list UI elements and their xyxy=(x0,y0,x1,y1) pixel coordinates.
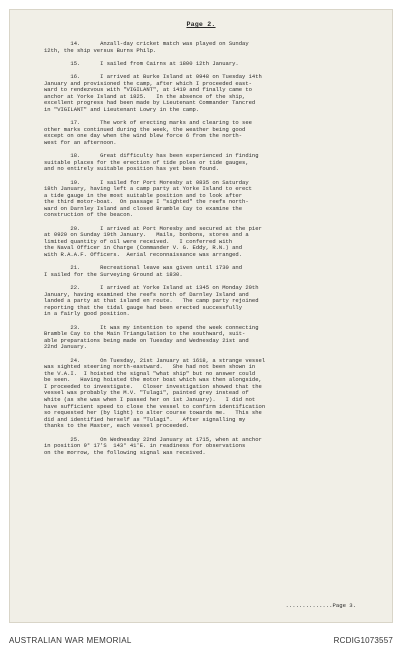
paragraph-line: 18th January, having left a camp party at Yorke Island to erect xyxy=(44,186,252,193)
paragraph-line: limited quantity of oil were received. I conferred with xyxy=(44,238,233,245)
paragraph-line: landed a party at that island en route. The camp party rejoined xyxy=(44,298,259,305)
paragraph-line: and no entirely suitable position has yet been found. xyxy=(44,166,219,173)
paragraph xyxy=(44,325,365,351)
paragraph-line: 19. I sailed for Port Moresby at 0835 on Saturday xyxy=(44,179,249,186)
paragraph-line: 14. Anzall-day cricket match was played on Sunday xyxy=(44,41,249,47)
paragraph-line: excellent progress had been made by Lieutenant Commander Tancred xyxy=(44,100,256,107)
paragraph-line: the Naval Officer in Charge (Commander V. G. Eddy, R.N.) and xyxy=(44,245,243,252)
paragraph-line: able preparations being made on Tuesday and Wednesday 21st and xyxy=(44,337,249,344)
paragraph xyxy=(44,61,365,68)
paragraph-line: I proceeded to investigate. Closer investigation showed that the xyxy=(44,383,262,390)
paragraph-line: January and provisioned the camp, after which I proceeded east- xyxy=(44,80,252,87)
paragraph xyxy=(44,437,365,457)
paragraph-line: vessel was probably the M.V. "Tulagi", painted grey instead of xyxy=(44,390,249,397)
paragraph-line: be seen. Having hoisted the motor boat which was then alongside, xyxy=(44,377,262,384)
paragraph-line: 16. I arrived at Burke Island at 0948 on Tuesday 14th xyxy=(44,74,262,81)
paragraph-line: suitable places for the erection of tide poles or tide gauges, xyxy=(44,159,249,166)
paragraph-line: in a fairly good position. xyxy=(44,311,130,318)
paragraph-line: so requested her (by light) to alter course towards me. This she xyxy=(44,410,262,417)
paragraph-line: 23. It was my intention to spend the week connecting xyxy=(44,324,259,331)
paragraph-line: 15. I sailed from Cairns at 1800 12th January. xyxy=(44,60,239,67)
paragraph-line: west for an afternoon. xyxy=(44,139,117,146)
paragraph-line: did and identified herself as "Tulagi". After signalling my xyxy=(44,416,246,423)
paragraph xyxy=(44,180,365,219)
report-body xyxy=(44,41,365,463)
page-title: Page 2. xyxy=(186,21,216,28)
paragraph-line: construction of the beacon. xyxy=(44,212,134,219)
paragraph-line: the V.A.I. I hoisted the signal "what ship" but no answer could xyxy=(44,370,256,377)
paragraph-line: reporting that the tidal gauge had been erected successfully xyxy=(44,304,243,311)
paragraph-line: 20. I arrived at Port Moresby and secured at the pier xyxy=(44,225,262,232)
paragraph xyxy=(44,41,365,54)
paragraph-line: at 0920 on Sunday 19th January. Mails, bonbons, stores and a xyxy=(44,232,249,239)
paragraph-line: was sighted steering north-eastward. She had not been shown in xyxy=(44,364,256,371)
paragraph-line: in position 9° 17'S 143° 41'E. in readiness for observations xyxy=(44,443,246,450)
paragraph-line: anchor at Yorke Island at 1825. In the absence of the ship, xyxy=(44,93,246,100)
paragraph-line: 22nd January. xyxy=(44,344,87,351)
paragraph-line: ward on Darnley Island and closed Bramble Cay to examine the xyxy=(44,205,243,212)
paragraph xyxy=(44,226,365,259)
paragraph-line: 12th, the ship versus Burns Philp. xyxy=(44,47,157,54)
archive-id: RCDIG1073557 xyxy=(333,636,393,645)
paragraph-line: other marks continued during the week, the weather being good xyxy=(44,126,246,133)
paragraph-line: in "VIGILANT" and Lieutenant Lowry in the camp. xyxy=(44,106,200,113)
paragraph-line: white (as she was when I passed her on 1st January). I did not xyxy=(44,397,256,404)
archive-caption: AUSTRALIAN WAR MEMORIAL xyxy=(9,636,132,645)
paragraph-line: January, having examined the reefs north of Darnley Island and xyxy=(44,291,249,298)
paragraph xyxy=(44,153,365,173)
paragraph-line: the third motor-boat. On passage I "sighted" the reefs north- xyxy=(44,199,249,206)
paragraph xyxy=(44,74,365,113)
document-page xyxy=(9,9,393,623)
paragraph-line: 25. On Wednesday 22nd January at 1715, when at anchor xyxy=(44,436,262,443)
paragraph-line: 22. I arrived at Yorke Island at 1345 on Monday 20th xyxy=(44,285,259,292)
paragraph-line: 21. Recreational leave was given until 1730 and xyxy=(44,265,243,272)
paragraph-line: on the morrow, the following signal was received. xyxy=(44,449,206,456)
paragraph xyxy=(44,265,365,278)
paragraph-line: a tide gauge in the most suitable position and to look after xyxy=(44,192,243,199)
paragraph-line: except on one day when the wind blew force 6 from the north- xyxy=(44,133,243,140)
paragraph-line: I sailed for the Surveying Ground at 1830. xyxy=(44,271,183,278)
paragraph-line: with R.A.A.F. Officers. Aerial reconnaissance was arranged. xyxy=(44,252,243,258)
continuation-note: ..............Page 3. xyxy=(285,602,356,609)
paragraph-line: 18. Great difficulty has been experienced in finding xyxy=(44,153,259,160)
paragraph xyxy=(44,120,365,146)
paragraph-line: ward to rendezvous with "VIGILANT", at 1419 and finally came to xyxy=(44,87,252,94)
paragraph-line: 24. On Tuesday, 21st January at 1618, a strange vessel xyxy=(44,357,266,364)
paragraph xyxy=(44,358,365,430)
paragraph xyxy=(44,285,365,318)
paragraph-line: thanks to the Master, each vessel proceeded. xyxy=(44,423,190,430)
paragraph-line: have sufficient speed to close the vessel to confirm identification xyxy=(44,403,266,410)
paragraph-line: 17. The work of erecting marks and clearing to see xyxy=(44,120,252,127)
paragraph-line: Bramble Cay to the Main Triangulation to the southward, suit- xyxy=(44,331,246,338)
